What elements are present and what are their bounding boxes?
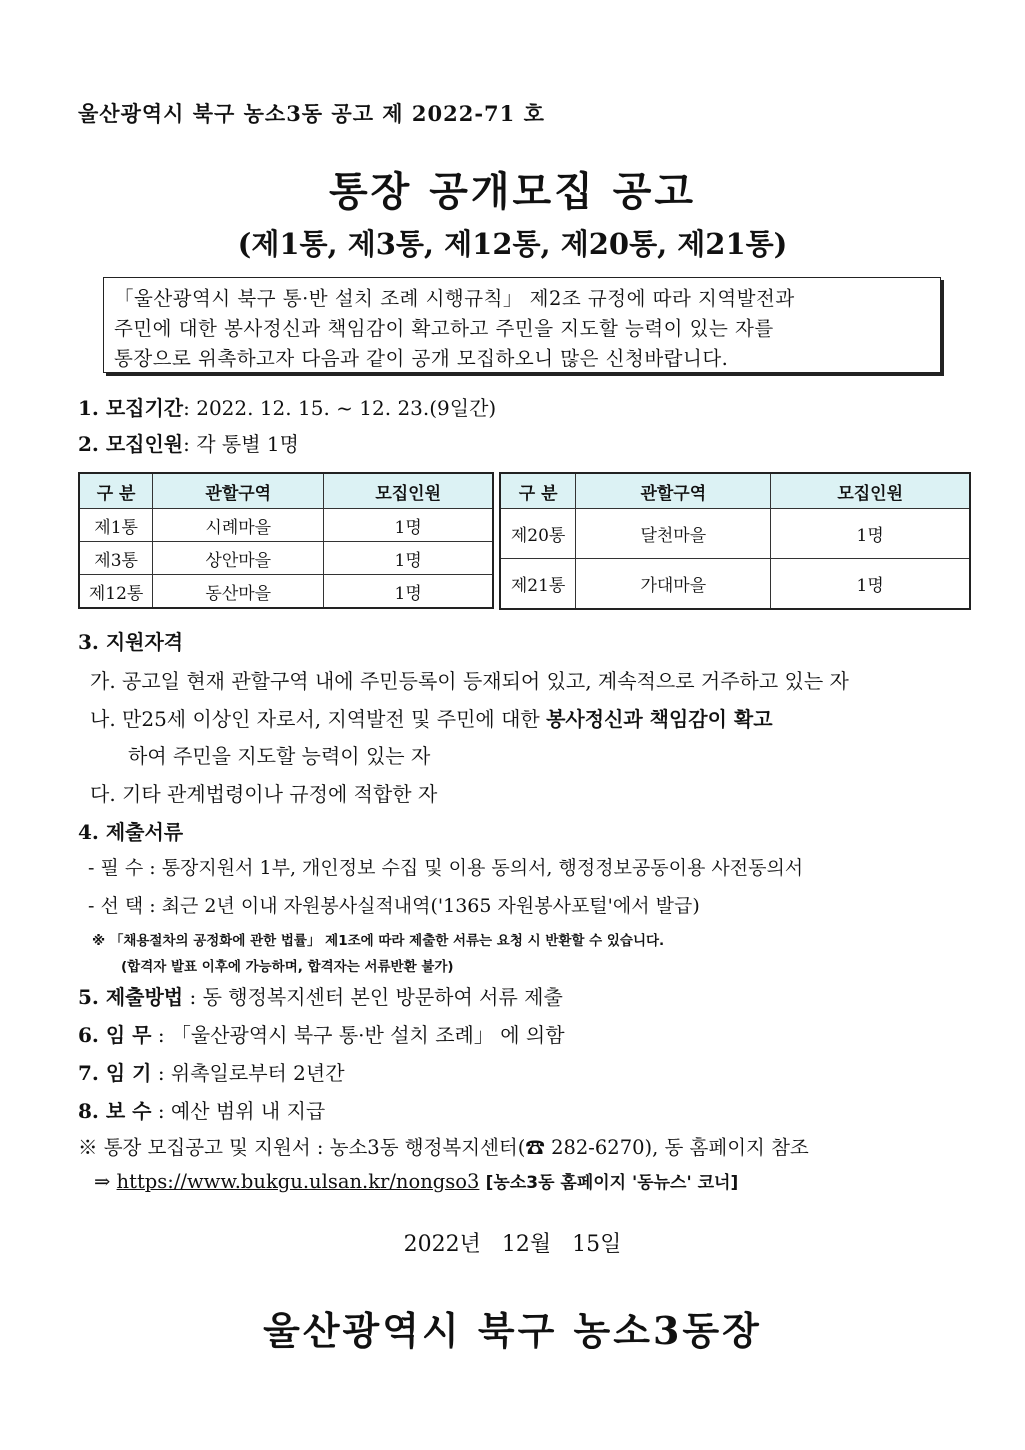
table-row (500, 559, 970, 610)
payment (78, 1095, 325, 1124)
table-cell: 가대마을 (576, 559, 771, 610)
recruit-period (78, 392, 496, 421)
qualification-item: 가. 공고일 현재 관할구역 내에 주민등록이 등재되어 있고, 계속적으로 거주하고 있는 자 (90, 669, 849, 693)
table-cell: 제12통 (79, 575, 153, 609)
term-label: 7. 임 기 (78, 1061, 152, 1085)
homepage-corner: [농소3동 홈페이지 '동뉴스' 코너] (485, 1173, 739, 1193)
payment-value: : 예산 범위 내 지급 (157, 1099, 326, 1123)
table-header: 모집인원 (324, 473, 493, 509)
documents-note: ※ 「채용절차의 공정화에 관한 법률」 제1조에 따라 제출한 서류는 요청 시 반환할 수 있습니다. (92, 933, 665, 949)
qualification-item (90, 703, 773, 732)
qualification-emphasis: 봉사정신과 책임감이 확고 (546, 707, 773, 731)
recruit-period-value: : 2022. 12. 15. ~ 12. 23.(9일간) (183, 396, 497, 420)
intro-box (103, 277, 941, 373)
table-cell: 제3통 (79, 542, 153, 575)
qualification-heading: 3. 지원자격 (78, 630, 184, 654)
reference-line: ※ 통장 모집공고 및 지원서 : 농소3동 행정복지센터(☎ 282-6270), 동 홈페이지 참조 (78, 1136, 809, 1159)
recruit-count-label: 2. 모집인원 (78, 432, 184, 456)
intro-line: 통장으로 위촉하고자 다음과 같이 공개 모집하오니 많은 신청바랍니다. (114, 347, 729, 370)
qualification-text: 나. 만25세 이상인 자로서, 지역발전 및 주민에 대한 (90, 707, 547, 731)
table-cell: 1명 (771, 559, 970, 610)
documents-note: (합격자 발표 이후에 가능하며, 합격자는 서류반환 불가) (121, 959, 454, 975)
qualification-item-cont: 하여 주민을 지도할 능력이 있는 자 (128, 744, 431, 768)
notice-date: 2022년 12월 15일 (403, 1232, 622, 1257)
documents-heading: 4. 제출서류 (78, 820, 184, 844)
table-cell: 제1통 (79, 509, 153, 542)
payment-label: 8. 보 수 (78, 1099, 152, 1123)
table-row (79, 542, 493, 575)
submission-method-value: : 동 행정복지센터 본인 방문하여 서류 제출 (189, 985, 563, 1009)
table-cell: 달천마을 (576, 509, 771, 559)
table-cell: 제20통 (500, 509, 576, 559)
table-header: 구 분 (500, 473, 576, 509)
table-cell: 1명 (324, 509, 493, 542)
table-cell: 시례마을 (153, 509, 324, 542)
term (78, 1057, 345, 1086)
intro-line: 주민에 대한 봉사정신과 책임감이 확고하고 주민을 지도할 능력이 있는 자를 (114, 317, 774, 340)
table-cell: 1명 (771, 509, 970, 559)
table-cell: 제21통 (500, 559, 576, 610)
duty (78, 1019, 565, 1048)
table-header: 관할구역 (153, 473, 324, 509)
table-row (500, 509, 970, 559)
table-cell: 동산마을 (153, 575, 324, 609)
table-header: 구 분 (79, 473, 153, 509)
documents-optional: - 선 택 : 최근 2년 이내 자원봉사실적내역('1365 자원봉사포털'에서 발급) (88, 895, 700, 917)
homepage-reference (94, 1168, 738, 1193)
signer: 울산광역시 북구 농소3동장 (263, 1308, 762, 1353)
submission-method-label: 5. 제출방법 (78, 985, 184, 1009)
page-subtitle: (제1통, 제3통, 제12통, 제20통, 제21통) (237, 227, 788, 261)
duty-label: 6. 임 무 (78, 1023, 152, 1047)
recruit-period-label: 1. 모집기간 (78, 396, 184, 420)
homepage-link[interactable]: https://www.bukgu.ulsan.kr/nongso3 (116, 1170, 480, 1193)
recruit-count (78, 428, 299, 457)
table-cell: 1명 (324, 575, 493, 609)
notice-number: 울산광역시 북구 농소3동 공고 제 2022-71 호 (78, 101, 545, 126)
table-header: 모집인원 (771, 473, 970, 509)
recruit-count-value: : 각 통별 1명 (183, 432, 299, 456)
table-cell: 상안마을 (153, 542, 324, 575)
page-title: 통장 공개모집 공고 (329, 168, 696, 215)
table-header: 관할구역 (576, 473, 771, 509)
submission-method (78, 981, 563, 1010)
district-table-right (499, 472, 971, 610)
intro-line: 「울산광역시 북구 통·반 설치 조례 시행규칙」 제2조 규정에 따라 지역발전과 (114, 287, 795, 310)
duty-value: : 「울산광역시 북구 통·반 설치 조례」 에 의함 (157, 1023, 565, 1047)
arrow-icon: ⇒ (94, 1170, 111, 1193)
documents-required: - 필 수 : 통장지원서 1부, 개인정보 수집 및 이용 동의서, 행정정보공동이용 사전동의서 (88, 857, 804, 879)
table-row (79, 509, 493, 542)
table-cell: 1명 (324, 542, 493, 575)
table-row (79, 575, 493, 609)
district-table-left (78, 472, 494, 609)
qualification-item: 다. 기타 관계법령이나 규정에 적합한 자 (90, 782, 438, 806)
term-value: : 위촉일로부터 2년간 (157, 1061, 345, 1085)
